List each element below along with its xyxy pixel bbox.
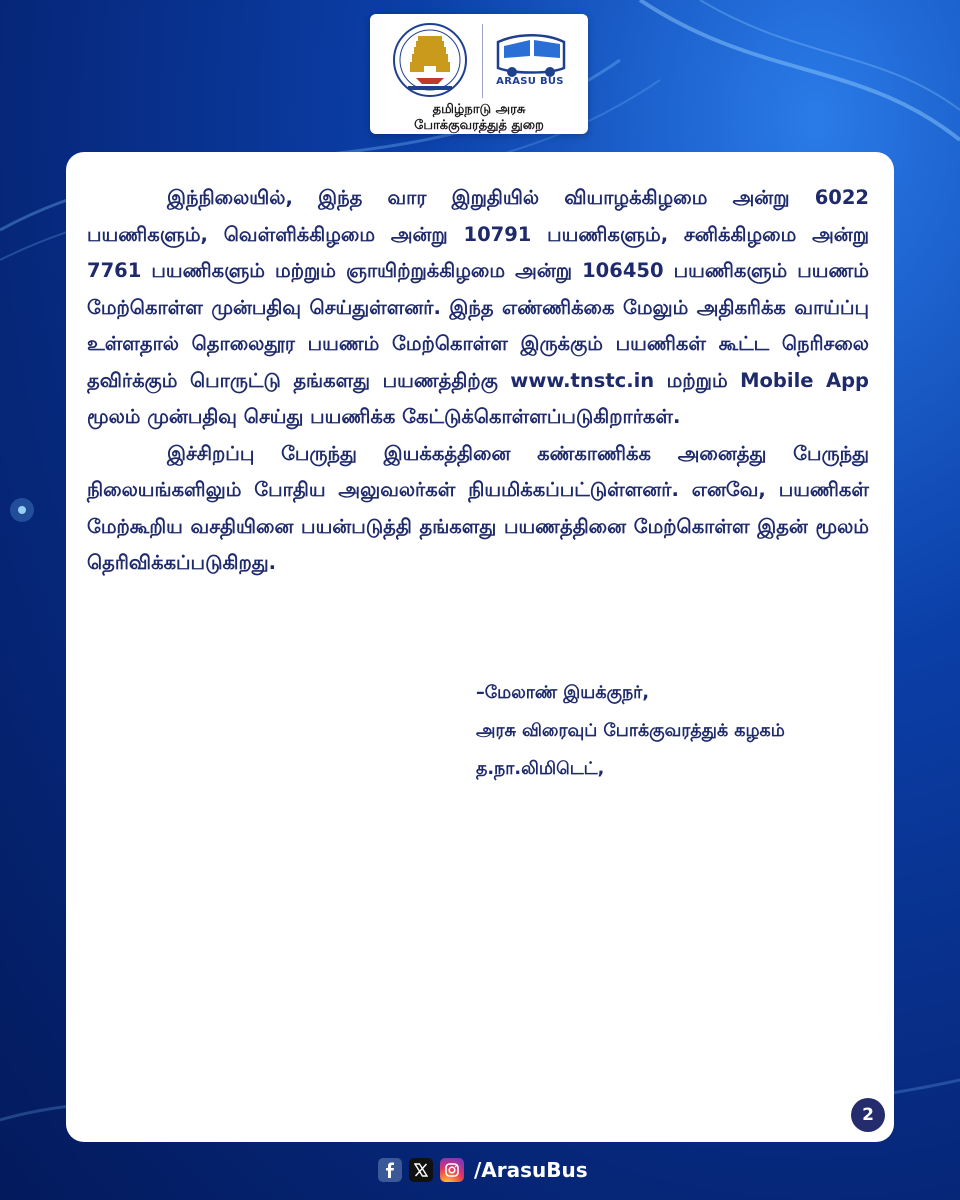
facebook-icon[interactable] <box>378 1158 402 1182</box>
paragraph-1: இந்நிலையில், இந்த வார இறுதியில் வியாழக்கிழமை அன்று 6022 பயணிகளும், வெள்ளிக்கிழமை அன்று 10791 பயணிகளும், சனிக்கிழமை அன்று 7761 பயணிகளும் மற்றும் ஞாயிற்றுக்கிழமை அன்று 106450 பயணிகளும் பயணம் மேற்கொள்ள முன்பதிவு செய்துள்ளனர். இந்த எண்ணிக்கை மேலும் அதிகரிக்க வாய்ப்பு உள்ளதால் தொலைதூர பயணம் மேற்கொள்ள இருக்கும் பயணிகள் கூட்ட நெரிசலை தவிர்க்கும் பொருட்டு தங்களது பயணத்திற்கு www.tnstc.in மற்றும் Mobile App மூலம் முன்பதிவு செய்து பயணிக்க கேட்டுக்கொள்ளப்படுகிறார்கள். <box>87 186 869 428</box>
header-divider <box>482 24 483 98</box>
social-handle[interactable]: /ArasuBus <box>474 1158 588 1182</box>
social-footer <box>378 1155 588 1185</box>
signature-title: –மேலாண் இயக்குநர், <box>476 683 649 703</box>
tamil-nadu-emblem-icon <box>392 22 468 102</box>
notice-body <box>87 180 869 582</box>
instagram-icon[interactable] <box>440 1158 464 1182</box>
page-number-badge: 2 <box>851 1098 885 1132</box>
paragraph-2: இச்சிறப்பு பேருந்து இயக்கத்தினை கண்காணிக்க அனைத்து பேருந்து நிலையங்களிலும் போதிய அலுவலர்கள் நியமிக்கப்பட்டுள்ளனர். எனவே, பயணிகள் மேற்கூறிய வசதியினை பயன்படுத்தி தங்களது பயணத்தினை மேற்கொள்ள இதன் மூலம் தெரிவிக்கப்படுகிறது. <box>87 441 869 574</box>
notice-card <box>66 152 894 1142</box>
org-name-line2: போக்குவரத்துத் துறை <box>414 118 544 133</box>
x-icon[interactable] <box>409 1158 433 1182</box>
signature-organization: அரசு விரைவுப் போக்குவரத்துக் கழகம் <box>476 721 785 741</box>
header-card <box>370 14 588 134</box>
org-name-line1: தமிழ்நாடு அரசு <box>432 102 526 117</box>
bus-brand-label: ARASU BUS <box>496 76 564 87</box>
signature-block <box>476 674 785 788</box>
signature-company: த.நா.லிமிடெட், <box>476 759 605 779</box>
